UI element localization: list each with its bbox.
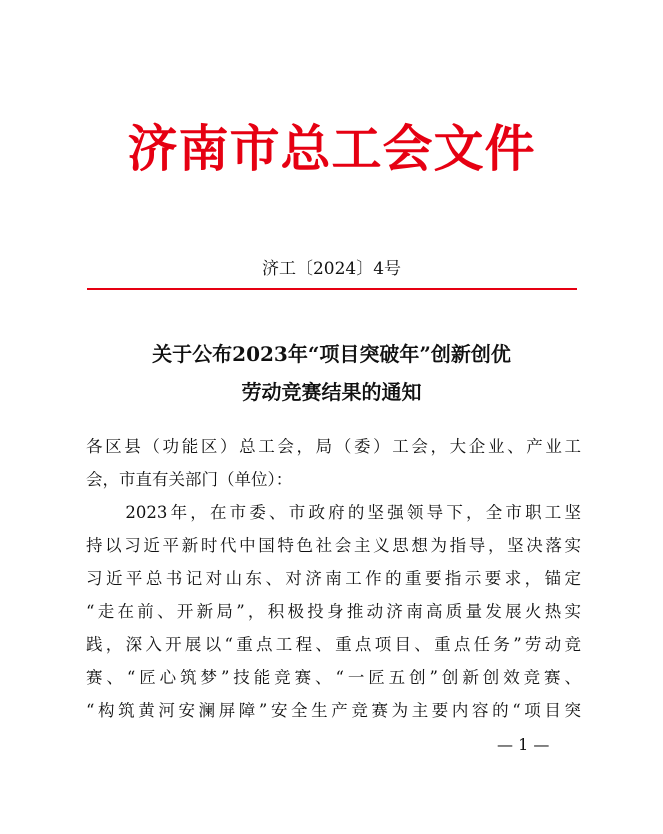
red-separator-line	[87, 288, 577, 290]
body-text-line: 践，深入开展以“重点工程、重点项目、重点任务”劳动竞	[86, 635, 581, 654]
notice-title-line-1: 关于公布2023年“项目突破年”创新创优	[152, 342, 511, 366]
body-text-line: 习近平总书记对山东、对济南工作的重要指示要求，锚定	[86, 569, 581, 588]
addressee-line-1: 各区县（功能区）总工会，局（委）工会，大企业、产业工	[86, 437, 581, 456]
body-text-line: “走在前、开新局”，积极投身推动济南高质量发展火热实	[86, 602, 581, 621]
body-text-line: “构筑黄河安澜屏障”安全生产竞赛为主要内容的“项目突	[86, 701, 581, 720]
body-text-line: 持以习近平新时代中国特色社会主义思想为指导，坚决落实	[86, 536, 581, 555]
issuer-header-title: 济南市总工会文件	[127, 119, 536, 178]
addressee-line-2: 会，市直有关部门（单位）：	[86, 470, 293, 489]
body-text-line: 2023年，在市委、市政府的坚强领导下，全市职工坚	[86, 503, 581, 522]
notice-title-line-2: 劳动竞赛结果的通知	[241, 380, 422, 404]
document-number: 济工〔2024〕4号	[261, 259, 402, 279]
page-number: — 1 —	[497, 735, 550, 754]
body-text-line: 赛、“匠心筑梦”技能竞赛、“一匠五创”创新创效竞赛、	[86, 668, 581, 687]
